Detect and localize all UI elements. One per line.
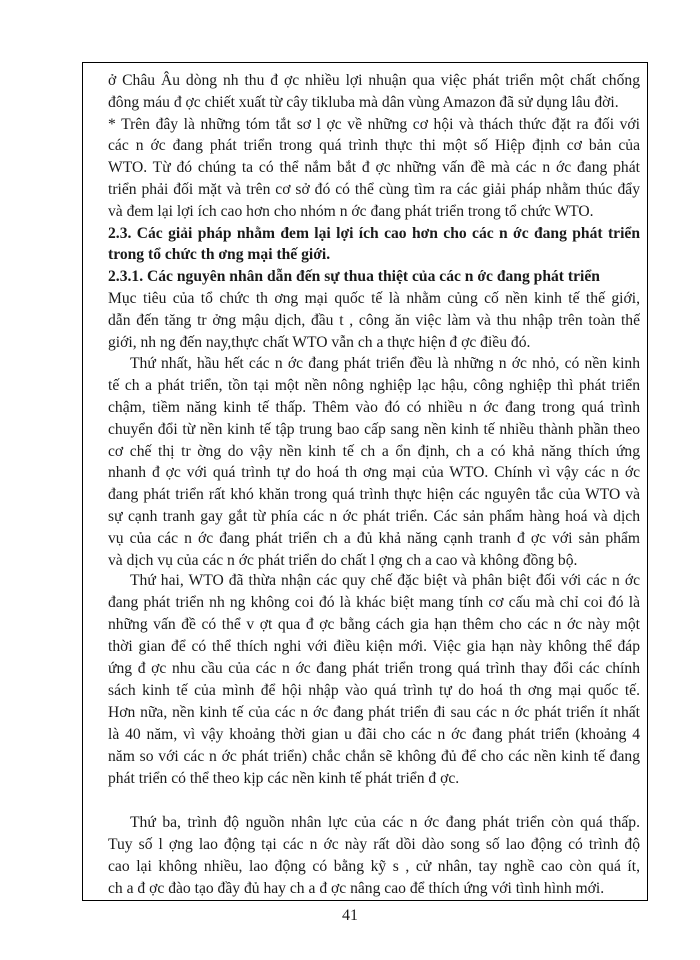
text-line: vụ của các n ớc đang phát triển ch a đủ khả năng cạnh tranh đ ợc với sản phẩm: [108, 529, 640, 547]
text-line: triển phải đối mặt và trên cơ sở đó có thể cùng tìm ra các giải pháp nhằm thúc đẩy: [108, 181, 640, 198]
text-line: chuyển đổi từ nền kinh tế tập trung bao cấp sang nền kinh tế nhiều thành phần theo: [108, 420, 640, 438]
text-line: các n ớc đang phát triển trong quá trình thực thi một số Hiệp định cơ bản của: [108, 137, 640, 155]
text-line: ch a đ ợc đào tạo đầy đủ hay ch a đ ợc nâng cao để thích ứng với tình hình mới.: [108, 880, 605, 897]
text-line: WTO. Từ đó chúng ta có thể nắm bắt đ ợc những vấn đề mà các n ớc đang phát: [108, 159, 640, 177]
text-line: giới, nh ng đến nay,thực chất WTO vẫn ch a thực hiện đ ợc điều đó.: [108, 333, 531, 351]
subsection-heading: 2.3.1. Các nguyên nhân dẫn đến sự thua thiệt của các n ớc đang phát triển: [108, 268, 600, 286]
text-line: đông máu đ ợc chiết xuất từ cây tikluba mà dân vùng Amazon đã sử dụng lâu đời.: [108, 93, 619, 111]
text-line: * Trên đây là những tóm tắt sơ l ợc về những cơ hội và thách thức đặt ra đối với: [108, 115, 640, 133]
text-line: cơ chế thị tr ờng do vậy nền kinh tế ch a ổn định, ch a có khả năng thích ứng: [108, 442, 640, 460]
text-line: Thứ hai, WTO đã thừa nhận các quy chế đặc biệt và phân biệt đối với các n ớc: [130, 572, 640, 589]
text-line: chậm, tiềm năng kinh tế thấp. Thêm vào đó có nhiều n ớc đang trong quá trình: [108, 399, 640, 416]
text-line: sách kinh tế của mình để hội nhập vào quá trình tự do hoá th ơng mại quốc tế.: [108, 682, 640, 699]
text-line: Hơn nữa, nền kinh tế của các n ớc đang phát triển đi sau các n ớc phát triển ít nhất: [108, 704, 640, 721]
text-line: và đem lại lợi ích cao hơn cho nhóm n ớc đang phát triển trong tổ chức WTO.: [108, 202, 594, 220]
text-line: tế ch a phát triển, tồn tại một nền nông nghiệp lạc hậu, công nghiệp thì phát triển: [108, 377, 640, 395]
text-line: dẫn đến tăng tr ởng mậu dịch, đầu t , công ăn việc làm và thu nhập trên toàn thế: [108, 311, 640, 329]
text-line: ứng đ ợc nhu cầu của các n ớc đang phát triển trong quá trình thay đổi các chính: [108, 660, 640, 677]
text-line: là 40 năm, vì vậy khoảng thời gian u đãi cho các n ớc đang phát triển (khoảng 4: [108, 726, 640, 743]
text-line: năm so với các n ớc phát triển) chắc chắn sẽ không đủ để cho các nền kinh tế đang: [108, 748, 640, 765]
text-line: Thứ ba, trình độ nguồn nhân lực của các n ớc đang phát triển còn quá thấp.: [130, 814, 640, 831]
text-line: Mục tiêu của tổ chức th ơng mại quốc tế là nhằm củng cố nền kinh tế thế giới,: [108, 290, 640, 307]
text-line: sự cạnh tranh gay gắt từ phía các n ớc phát triển. Các sản phẩm hàng hoá và dịch: [108, 508, 640, 525]
text-line: ở Châu Âu dòng nh thu đ ợc nhiều lợi nhuận qua việc phát triển một chất chống: [108, 72, 640, 89]
page-number: 41: [342, 907, 358, 924]
text-line: phát triển có thể theo kịp các nền kinh tế phát triển đ ợc.: [108, 770, 460, 787]
text-line: đang phát triển nh ng không coi đó là khác biệt mang tính cơ cấu mà chỉ coi đó là: [108, 594, 640, 611]
text-line: đang phát triển rất khó khăn trong quá trình thực hiện các nguyên tắc của WTO và: [108, 486, 640, 504]
text-line: Thứ nhất, hầu hết các n ớc đang phát triển đều là những n ớc nhỏ, có nền kinh: [130, 355, 640, 373]
text-line: nhanh đ ợc với quá trình tự do hoá th ơng mại của WTO. Chính vì vậy các n ớc: [108, 464, 640, 482]
text-line: thời gian để có thể thích nghi với điều kiện mới. Việc gia hạn này không thể đáp: [108, 638, 640, 655]
text-line: những vấn đề có thể v ợt qua đ ợc bằng cách gia hạn thêm cho các n ớc này một: [108, 616, 640, 633]
section-heading: 2.3. Các giải pháp nhằm đem lại lợi ích cao hơn cho các n ớc đang phát triển: [108, 224, 640, 242]
text-line: Tuy số l ợng lao động tại các n ớc này rất dồi dào song số lao động có trình độ: [108, 836, 640, 853]
text-line: và dịch vụ của các n ớc phát triển do chất l ợng ch a cao và không đồng bộ.: [108, 551, 578, 569]
text-line: cao lại không nhiều, lao động có bằng kỹ s , cử nhân, tay nghề cao còn quá ít,: [108, 858, 640, 875]
section-heading: trong tổ chức th ơng mại thế giới.: [108, 246, 331, 264]
